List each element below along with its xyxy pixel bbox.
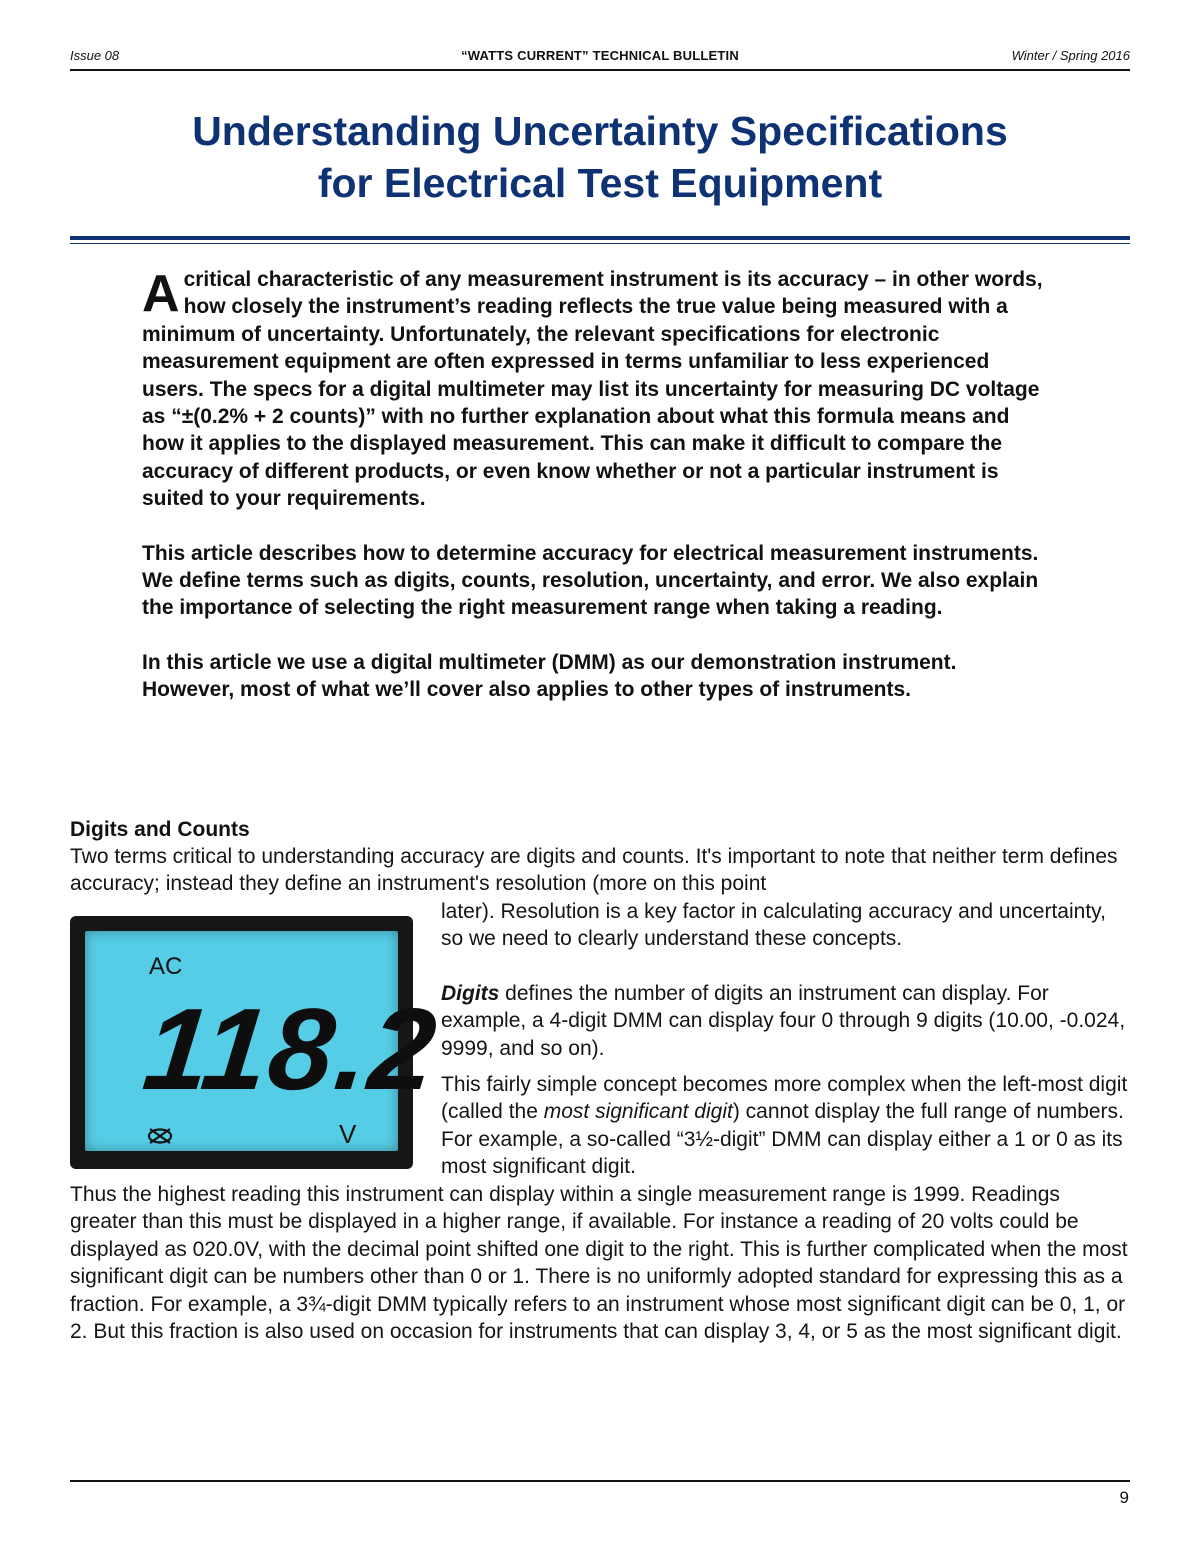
lcd-mode: AC <box>149 953 183 980</box>
paragraph-text <box>441 980 1131 1062</box>
drop-cap: A <box>142 265 180 323</box>
section-paragraph-1 <box>70 843 1130 898</box>
digits-term: Digits <box>441 982 500 1005</box>
intro <box>142 266 1047 704</box>
issue-label: Issue 08 <box>70 48 120 63</box>
header-rule <box>70 69 1130 71</box>
running-header <box>70 48 1130 66</box>
intro-paragraph-1-text: critical characteristic of any measurement instrument is its accuracy – in other words, how closely the instrument’s reading reflects the true value being measured with a minimum of uncertainty. Unfortunately, the relevant specifications for electronic measurement equipment are often expressed in terms unfamiliar to less experienced users. The specs for a digital multimeter may list its uncertainty for measuring DC voltage as “±(0.2% + 2 counts)” with no further explanation about what this formula means and how it applies to the displayed measurement. This can make it difficult to compare the accuracy of different products, or even know whether or not a particular instrument is suited to your requirements. <box>142 268 1043 511</box>
title-line-2: for Electrical Test Equipment <box>317 160 883 206</box>
section-paragraph-2 <box>441 980 1131 1062</box>
dmm-display-image <box>70 916 444 1169</box>
lcd-reading: 118.2 <box>138 984 444 1114</box>
link-icon <box>147 1127 173 1150</box>
title-rule-thin <box>70 243 1130 244</box>
season-label: Winter / Spring 2016 <box>1011 48 1130 63</box>
article-title <box>70 105 1130 209</box>
paragraph-text: Thus the highest reading this instrument can display within a single measurement range is 1999. Readings greater than this must be displayed in a higher range, if available. For instance a reading of 20 volts could be displayed as 020.0V, with the decimal point shifted one digit to the right. This is further complicated when the most significant digit can be numbers other than 0 or 1. There is no uniformly adopted standard for expressing this as a fraction. For example, a 3¾-digit DMM typically refers to an instrument whose most significant digit can be 0, 1, or 2. But this fraction is also used on occasion for instruments that can display 3, 4, or 5 as the most significant digit. <box>70 1183 1128 1344</box>
lcd-screen <box>85 931 444 1151</box>
page-number: 9 <box>1119 1488 1129 1507</box>
paragraph-part-a: This fairly simple concept becomes more complex when the left-most digit (called the <box>441 1073 1128 1124</box>
digits-definition: defines the number of digits an instrument can display. For example, a 4-digit DMM can display four 0 through 9 digits (10.00, -0.024, 9999, and so on). <box>441 982 1126 1060</box>
section-heading: Digits and Counts <box>70 818 250 841</box>
paragraph-text: later). Resolution is a key factor in calculating accuracy and uncertainty, so we need to clearly understand these concepts. <box>441 900 1106 951</box>
paragraph-text <box>441 1071 1131 1181</box>
section-paragraph-4 <box>70 1181 1130 1345</box>
paragraph-part-b: ) cannot display the full range of numbers. For example, a so-called “3½-digit” DMM can display either a 1 or 0 as its most significant digit. <box>441 1100 1124 1179</box>
intro-paragraph-1 <box>142 266 1047 513</box>
footer-rule <box>70 1480 1130 1482</box>
bulletin-name: “WATTS CURRENT” TECHNICAL BULLETIN <box>461 48 739 63</box>
section-paragraph-1-continued <box>441 898 1131 953</box>
intro-paragraph-3: In this article we use a digital multimeter (DMM) as our demonstration instrument. However, most of what we’ll cover also applies to other types of instruments. <box>142 650 957 702</box>
lcd-unit: V <box>339 1119 357 1149</box>
intro-paragraph-2: This article describes how to determine accuracy for electrical measurement instruments. We define terms such as digits, counts, resolution, uncertainty, and error. We also explain the importance of selecting the right measurement range when taking a reading. <box>142 541 1039 620</box>
title-line-1: Understanding Uncertainty Specifications <box>192 108 1008 154</box>
paragraph-text: Two terms critical to understanding accuracy are digits and counts. It's important to note that neither term defines accuracy; instead they define an instrument's resolution (more on this point <box>70 845 1118 896</box>
section-paragraph-3 <box>441 1071 1131 1181</box>
emphasis-term: most significant digit <box>543 1100 733 1124</box>
title-rule-thick <box>70 236 1130 240</box>
